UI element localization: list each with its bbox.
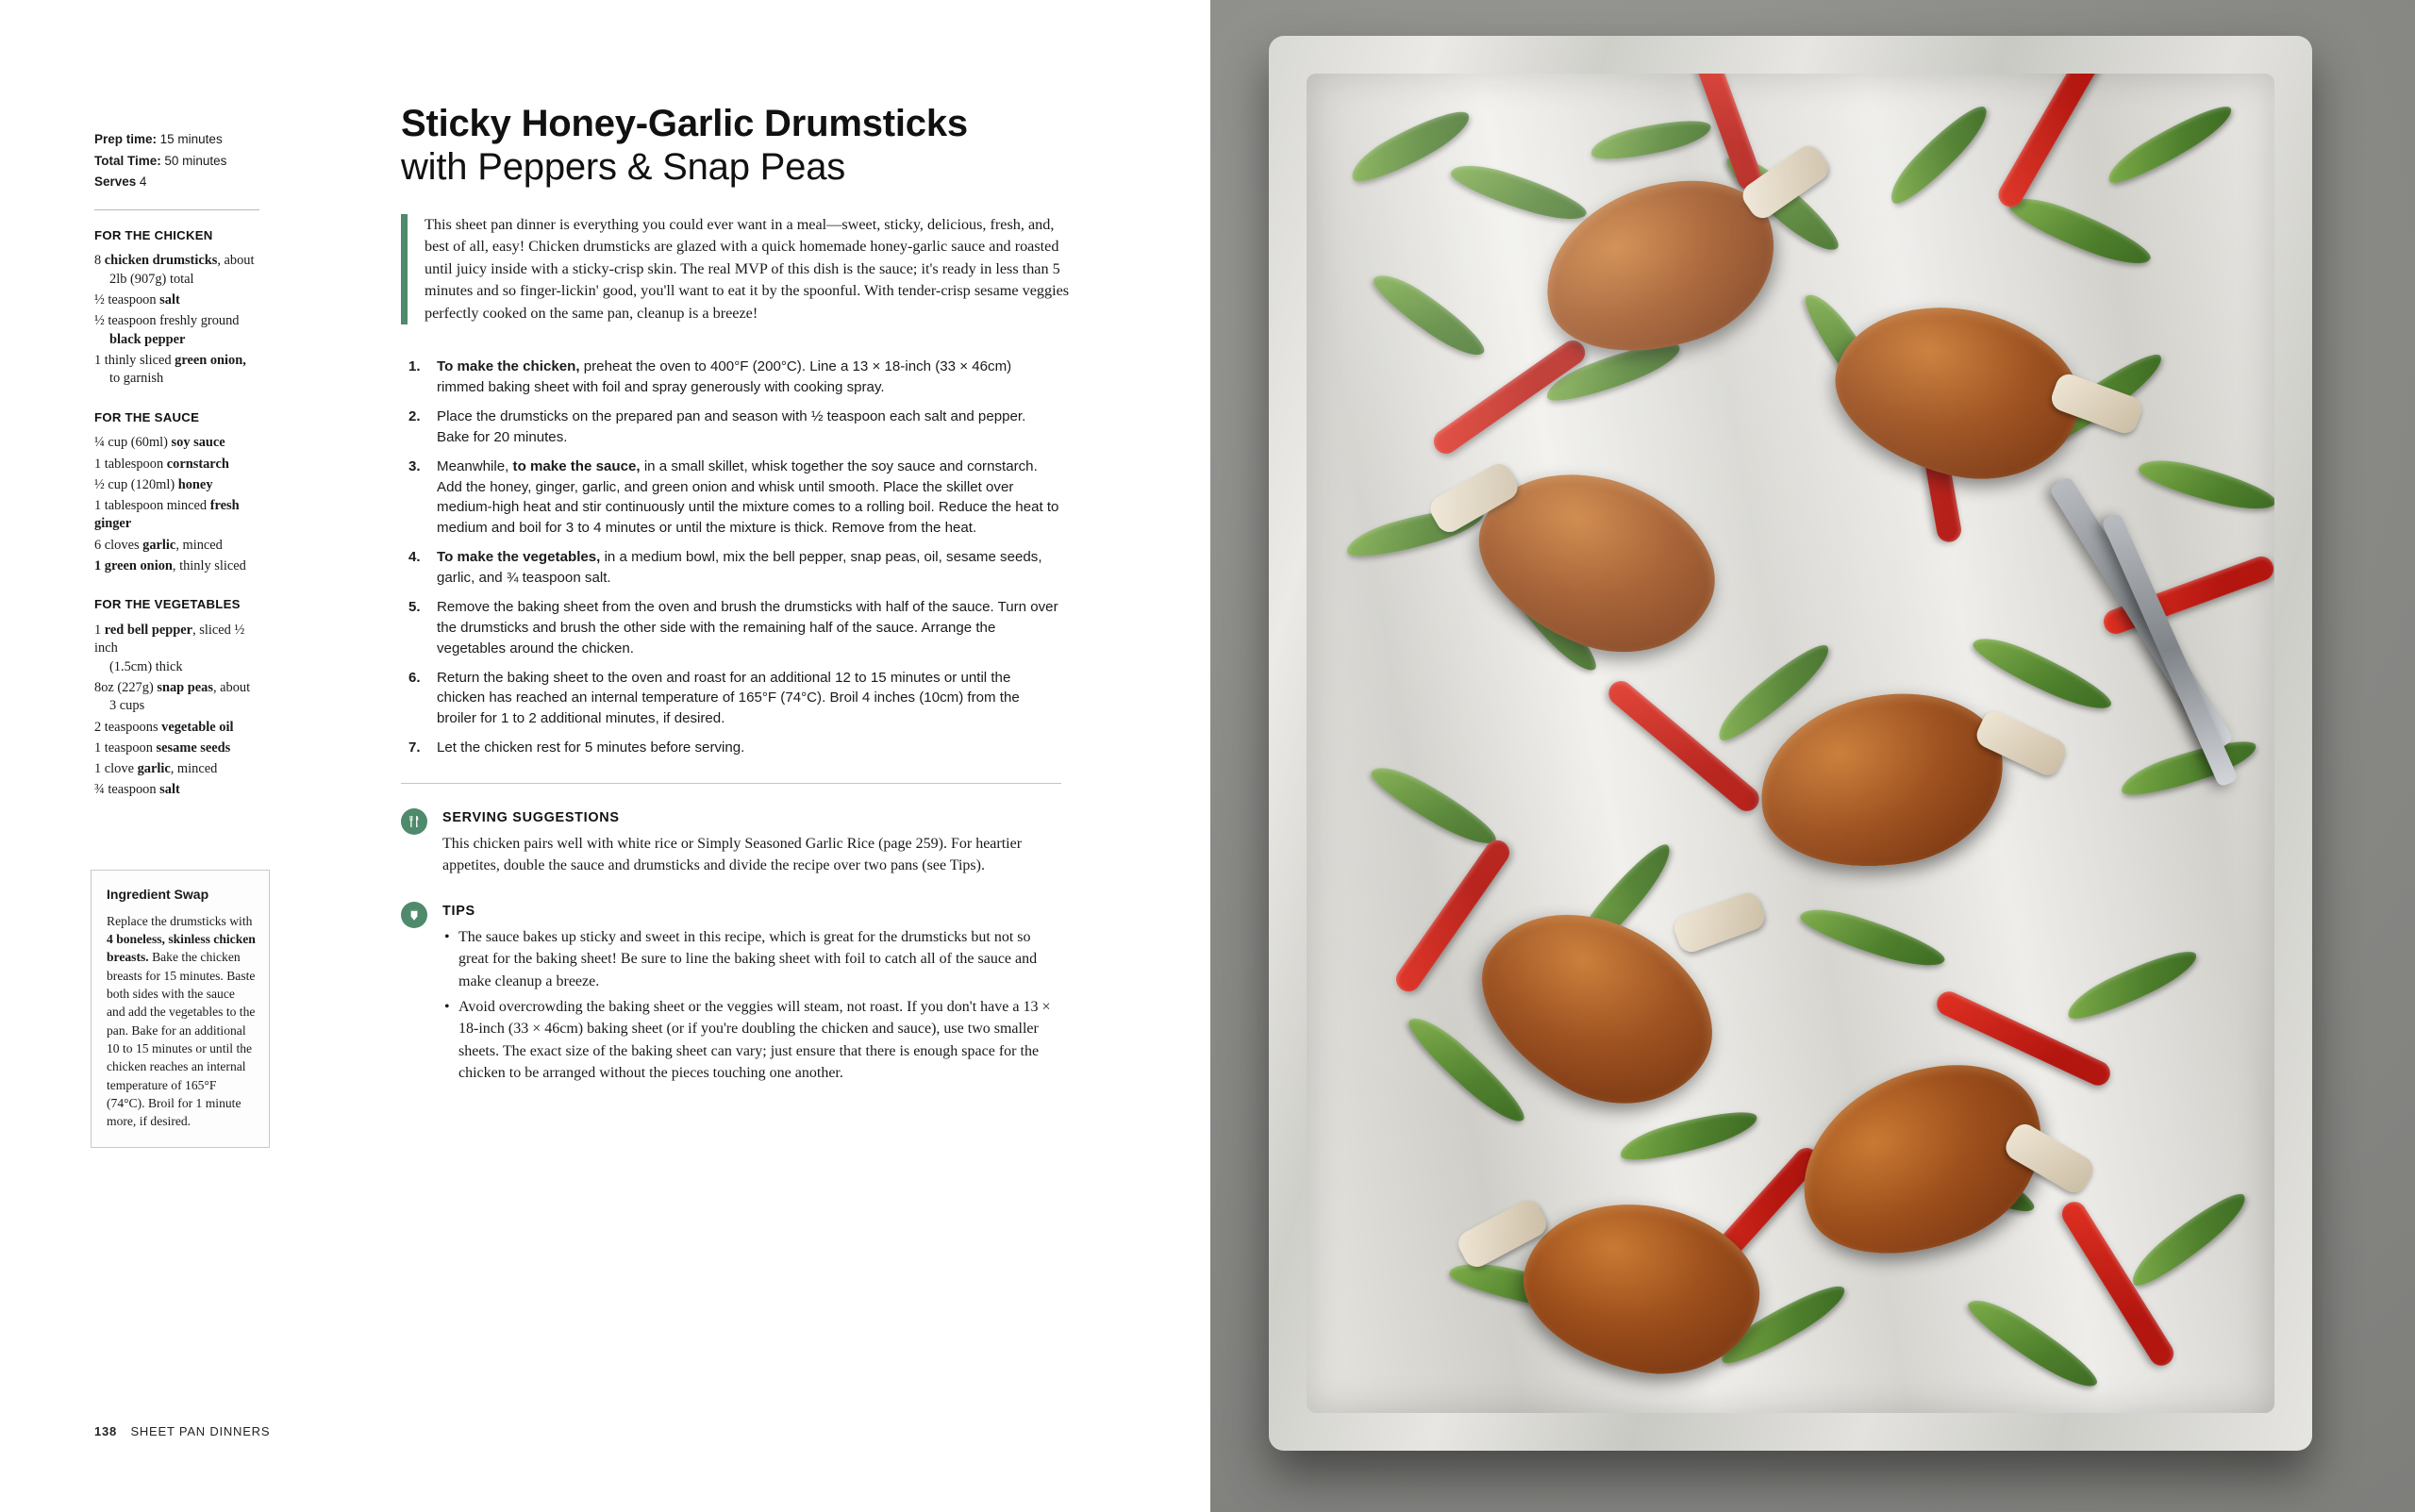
pencil-icon: [401, 902, 427, 928]
ingredient-item: 6 cloves garlic, minced: [94, 537, 223, 553]
prep-time: [94, 130, 264, 150]
ingredient-item: ¼ cup (60ml) soy sauce: [94, 435, 225, 451]
ingredient-item: 1 tablespoon minced fresh ginger: [94, 498, 240, 532]
serves-label: Serves: [94, 174, 137, 190]
step-number: 5.: [408, 598, 421, 615]
ingredient-item: ¾ teaspoon salt: [94, 782, 180, 798]
tips-heading: TIPS: [442, 903, 475, 919]
page-title: [401, 102, 1080, 190]
ingredients-column: [94, 130, 264, 821]
instruction-step: [401, 597, 1061, 659]
step-number: 6.: [408, 669, 421, 686]
ingredients-divider: [94, 209, 259, 210]
folio-section-name: SHEET PAN DINNERS: [130, 1424, 271, 1438]
total-time: [94, 152, 264, 172]
folio-page-number: 138: [94, 1424, 118, 1438]
step-text: Meanwhile, to make the sauce, in a small skillet, whisk together the soy sauce and cornstarch. Add the honey, ginger, garlic, and green onion and whisk until smooth. Place the skillet over medium-high heat and stir continuously until the mixture comes to a rolling boil. Reduce the heat to medium and boil for 3 to 4 minutes or until the mixture is thick. Remove from the heat.: [437, 457, 1059, 537]
serving-suggestions-text: This chicken pairs well with white rice or Simply Seasoned Garlic Rice (page 259). For heartier appetites, double the sauce and drumsticks and divide the recipe over two pans (see Tips).: [442, 836, 1023, 874]
ingredient-item: 8 chicken drumsticks, about 2lb (907g) total: [94, 253, 255, 287]
step-number: 4.: [408, 549, 421, 566]
tip-item: • The sauce bakes up sticky and sweet in this recipe, which is great for the drumsticks but not so great for the baking sheet! Be sure to line the baking sheet with foil to catch all of the sauce and make cleanup a breeze.: [442, 926, 1061, 992]
ingredient-group-heading: FOR THE VEGETABLES: [94, 597, 241, 612]
ingredient-item: ½ cup (120ml) honey: [94, 476, 213, 492]
prep-time-value: 15 minutes: [159, 132, 223, 146]
intro-accent-bar: [401, 214, 408, 324]
page-title-line2: with Peppers & Snap Peas: [401, 146, 846, 189]
ingredient-item: 8oz (227g) snap peas, about 3 cups: [94, 679, 251, 714]
ingredient-group-chicken: [94, 227, 264, 389]
section-divider: [401, 783, 1061, 784]
intro-block: [401, 214, 1080, 324]
pan-interior: [1307, 74, 2274, 1413]
ingredient-item: ½ teaspoon salt: [94, 292, 180, 308]
serving-icon-wrap: [401, 806, 442, 844]
page-title-line1: Sticky Honey-Garlic Drumsticks: [401, 103, 968, 144]
prep-time-label: Prep time:: [94, 132, 158, 146]
tips-block: [401, 900, 1061, 1088]
step-number: 2.: [408, 407, 421, 424]
ingredient-item: 1 tablespoon cornstarch: [94, 456, 229, 472]
serving-suggestions-body: [442, 806, 1061, 877]
step-number: 1.: [408, 358, 421, 375]
ingredient-group-vegetables: [94, 596, 264, 799]
step-number: 3.: [408, 457, 421, 474]
folio: [94, 1424, 270, 1438]
step-text: To make the chicken, preheat the oven to 400°F (200°C). Line a 13 × 18-inch (33 × 46cm) rimmed baking sheet with foil and spray generously with cooking spray.: [437, 358, 1012, 396]
tips-list: [442, 926, 1061, 1085]
instruction-step: [401, 457, 1061, 540]
fork-knife-icon: [401, 808, 427, 835]
ingredient-item: 1 teaspoon sesame seeds: [94, 739, 231, 756]
tips-body: [442, 900, 1061, 1088]
instruction-step: [401, 407, 1061, 448]
ingredient-item: ½ teaspoon freshly ground black pepper: [94, 313, 240, 347]
step-text: To make the vegetables, in a medium bowl, mix the bell pepper, snap peas, oil, sesame seeds, garlic, and ¾ teaspoon salt.: [437, 549, 1042, 587]
total-time-label: Total Time:: [94, 153, 161, 168]
instruction-step: [401, 668, 1061, 730]
step-text: Return the baking sheet to the oven and roast for an additional 12 to 15 minutes or until the chicken has reached an internal temperature of 165°F (74°C). Broil 4 inches (10cm) from the broiler for 1 to 2 additional minutes, if desired.: [437, 669, 1020, 727]
step-text: Place the drumsticks on the prepared pan and season with ½ teaspoon each salt and pepper. Bake for 20 minutes.: [437, 407, 1026, 445]
foil-lined-sheet-pan: [1269, 36, 2312, 1451]
photo-background: [1210, 0, 2415, 1512]
step-text: Remove the baking sheet from the oven and brush the drumsticks with half of the sauce. Turn over the drumsticks and brush the other side with the remaining half of the sauce. Arrange the vegetables around the chicken.: [437, 598, 1058, 656]
ingredient-item: 1 thinly sliced green onion, to garnish: [94, 352, 246, 387]
instruction-step: [401, 738, 1061, 758]
ingredient-item: 1 green onion, thinly sliced: [94, 558, 246, 574]
tip-item: • Avoid overcrowding the baking sheet or the veggies will steam, not roast. If you don't have a 13 × 18-inch (33 × 46cm) baking sheet (or if you're doubling the chicken and sauce), use two smaller sheets. The exact size of the baking sheet can vary; just ensure that there is enough space for the chicken to be arranged without the pieces touching one another.: [442, 996, 1061, 1084]
step-number: 7.: [408, 739, 421, 756]
ingredient-swap-heading: Ingredient Swap: [107, 887, 209, 902]
recipe-main-column: [401, 102, 1080, 1088]
ingredient-group-sauce: [94, 409, 264, 576]
ingredient-item: 1 red bell pepper, sliced ½ inch (1.5cm) thick: [94, 623, 245, 674]
ingredient-item: 1 clove garlic, minced: [94, 761, 218, 777]
ingredient-group-heading: FOR THE CHICKEN: [94, 227, 213, 242]
serving-suggestions-heading: SERVING SUGGESTIONS: [442, 810, 620, 826]
serves-value: 4: [139, 174, 147, 190]
ingredient-swap-text: Replace the drumsticks with 4 boneless, skinless chicken breasts. Bake the chicken breasts for 15 minutes. Baste both sides with the sauce and add the vegetables to the pan. Bake for an additional 10 to 15 minutes or until the chicken reaches an internal temperature of 165°F (74°C). Broil for 1 minute more, if desired.: [107, 913, 256, 1129]
recipe-photo: [1210, 0, 2415, 1512]
step-text: Let the chicken rest for 5 minutes before serving.: [437, 739, 745, 756]
instruction-step: [401, 547, 1061, 589]
intro-text: This sheet pan dinner is everything you could ever want in a meal—sweet, sticky, delicious, fresh, and, best of all, easy! Chicken drumsticks are glazed with a quick homemade honey-garlic sauce and roasted until juicy inside with a sticky-crisp skin. The real MVP of this dish is the sauce; it's ready in less than 5 minutes and so finger-lickin' good, you'll want to eat it by the spoonful. With tender-crisp sesame veggies perfectly cooked on the same pan, cleanup is a breeze!: [425, 215, 1070, 322]
ingredient-group-heading: FOR THE SAUCE: [94, 409, 200, 424]
tips-icon-wrap: [401, 900, 442, 938]
instruction-step: [401, 357, 1061, 398]
instruction-list: [401, 357, 1061, 758]
serves: [94, 173, 264, 192]
serving-suggestions-block: [401, 806, 1061, 877]
ingredient-item: 2 teaspoons vegetable oil: [94, 719, 234, 735]
ingredient-swap-box: [91, 870, 270, 1148]
total-time-value: 50 minutes: [164, 153, 227, 168]
